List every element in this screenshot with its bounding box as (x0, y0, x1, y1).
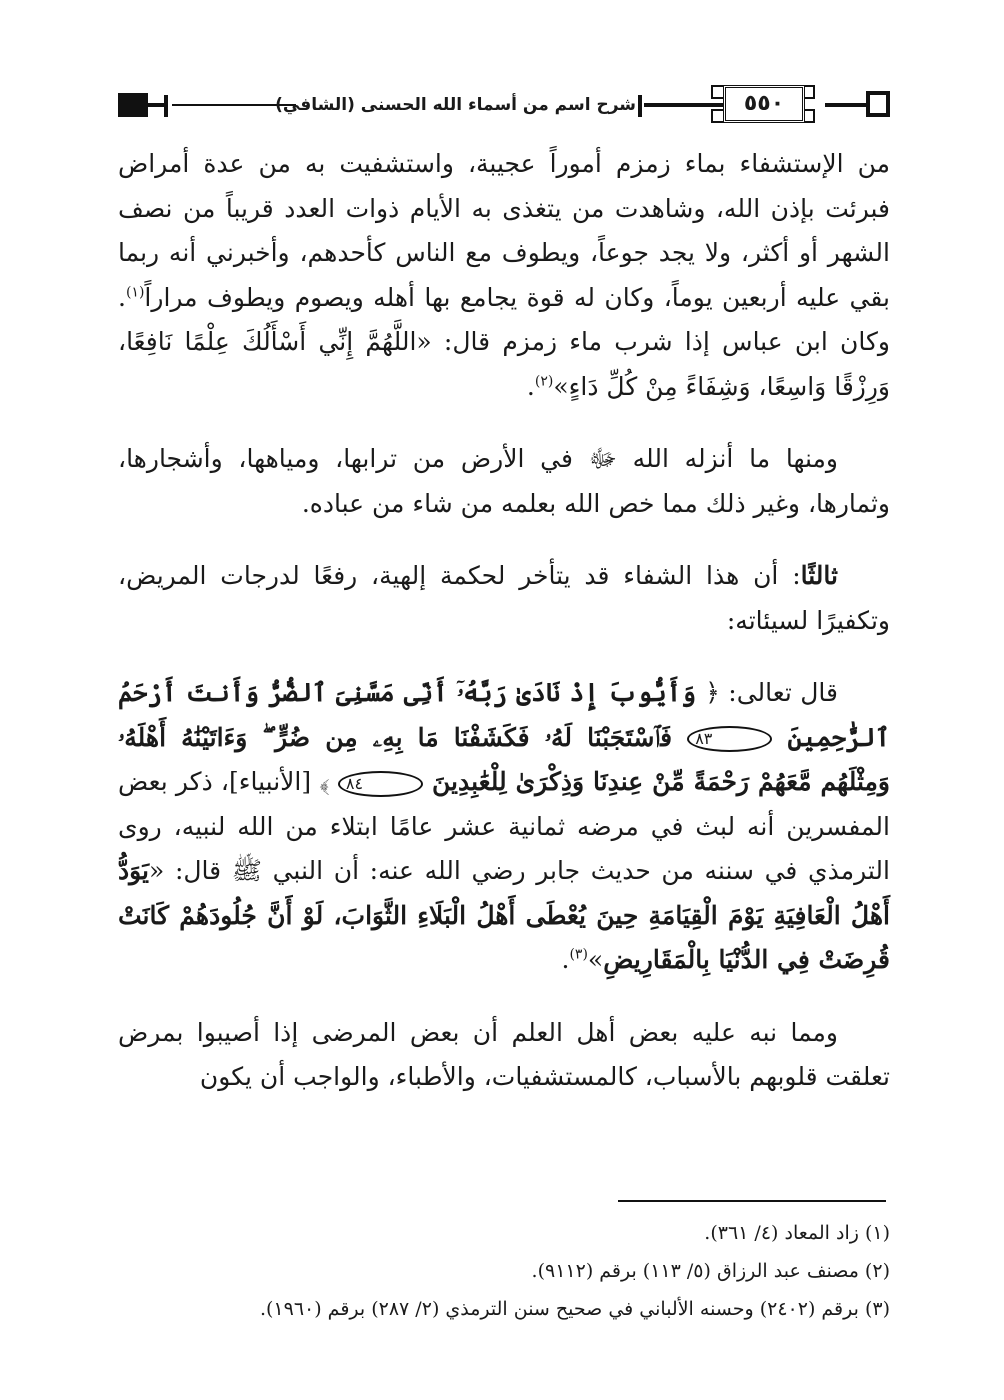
header-right-box-ornament (866, 91, 890, 117)
footnote-item: (٢) مصنف عبد الرزاق (٥/ ١١٣) برقم (٩١١٢). (531, 1260, 890, 1282)
footnote-item: (١) زاد المعاد (٤/ ٣٦١). (704, 1222, 890, 1244)
page-header (118, 83, 890, 127)
running-title: شرح اسم من أسماء الله الحسنى (الشافي) (296, 88, 636, 122)
paragraph-zamzam (118, 142, 890, 409)
paragraph-text: » (587, 945, 604, 974)
ayah-number-marker: ٨٤ (338, 771, 423, 797)
paragraph-text: ومنها ما أنزله الله ﷻ في الأرض من ترابها، ومياهها، وأشجارها، وثمارها، وغير ذلك مما خص الله بعلمه من شاء من عباده. (118, 444, 890, 518)
page-number-cartouche (705, 83, 825, 127)
hadith-text: يَوَدُّ أَهْلُ الْعَافِيَةِ يَوْمَ الْقِيَامَةِ حِينَ يُعْطَى أَهْلُ الْبَلَاءِ الثَّوَابَ، لَوْ أَنَّ جُلُودَهُمْ كَانَتْ قُرِضَتْ فِي الدُّنْيَا بِالْمَقَارِيضِ (118, 856, 890, 974)
paragraph-text: : أن هذا الشفاء قد يتأخر لحكمة إلهية، رفعًا لدرجات المريض، وتكفيرًا لسيئاته: (118, 561, 890, 635)
main-text (118, 142, 890, 1100)
ayah-number-marker: ٨٣ (687, 726, 772, 752)
paragraph-third-point (118, 554, 890, 643)
footnotes (118, 1214, 890, 1328)
paragraph-text: . (526, 371, 535, 401)
point-lead: ثالثًا (800, 561, 838, 590)
paragraph-text: قال تعالى: ﴿ (705, 678, 838, 707)
header-tick-ornament (164, 95, 168, 117)
paragraph-earth-remedies (118, 437, 890, 526)
header-rule-segment (148, 103, 164, 107)
paragraph-text: ومما نبه عليه بعض أهل العلم أن بعض المرضى إذا أصيبوا بمرض تعلقت قلوبهم بالأسباب، كالمستشفيات، والأطباء، والواجب أن يكون (118, 1017, 890, 1091)
header-tick-ornament (638, 95, 642, 117)
footnote-ref: (٢) (534, 373, 554, 390)
header-left-block-ornament (118, 93, 148, 117)
footnote-ref: (٣) (569, 946, 588, 963)
paragraph-ayyub (118, 671, 890, 983)
footnote-separator (618, 1200, 886, 1202)
footnote-item: (٣) برقم (٢٤٠٢) وحسنه الألباني في صحيح سنن الترمذي (٢/ ٢٨٧) برقم (١٩٦٠). (259, 1298, 890, 1320)
header-rule-segment (825, 103, 866, 107)
page-number: ٥٥٠ (743, 91, 785, 116)
paragraph-text: . (561, 945, 570, 974)
paragraph-text: ﴾ [الأنبياء]، ذكر بعض المفسرين أنه لبث في مرضه ثمانية عشر عامًا ابتلاء من الله لنبيه، روى الترمذي في سننه من حديث جابر رضي الله عنه: أن النبي ﷺ قال: « (118, 767, 890, 885)
quran-verse: فَٱسْتَجَبْنَا لَهُۥ فَكَشَفْنَا مَا بِهِۦ مِن ضُرٍّ ۖ وَءَاتَيْنَٰهُ أَهْلَهُۥ وَمِثْلَهُم مَّعَهُمْ رَحْمَةً مِّنْ عِندِنَا وَذِكْرَىٰ لِلْعَٰبِدِينَ (118, 722, 890, 796)
quran-verse: وَأَيُّوبَ إِذْ نَادَىٰ رَبَّهُۥٓ أَنِّى مَسَّنِىَ ٱلضُّرُّ وَأَنتَ أَرْحَمُ ٱلرَّٰحِمِينَ (118, 678, 891, 752)
paragraph-text: . وكان ابن عباس إذا شرب ماء زمزم قال: «اللَّهُمَّ إِنِّي أَسْأَلُكَ عِلْمًا نَافِعًا، وَرِزْقًا وَاسِعًا، وَشِفَاءً مِنْ كُلِّ دَاءٍ» (118, 282, 890, 401)
paragraph-text: من الإستشفاء بماء زمزم أموراً عجيبة، واستشفيت به من عدة أمراض فبرئت بإذن الله، وشاهدت من يتغذى به الأيام ذوات العدد قريباً من نصف الشهر أو أكثر، ولا يجد جوعاً، ويطوف مع الناس كأحدهم، وأخبرني أنه ربما بقي عليه أربعين يوماً، وكان له قوة يجامع بها أهله ويصوم ويطوف مراراً (118, 149, 890, 312)
footnote-ref: (١) (125, 284, 145, 301)
paragraph-asbab (118, 1011, 890, 1100)
